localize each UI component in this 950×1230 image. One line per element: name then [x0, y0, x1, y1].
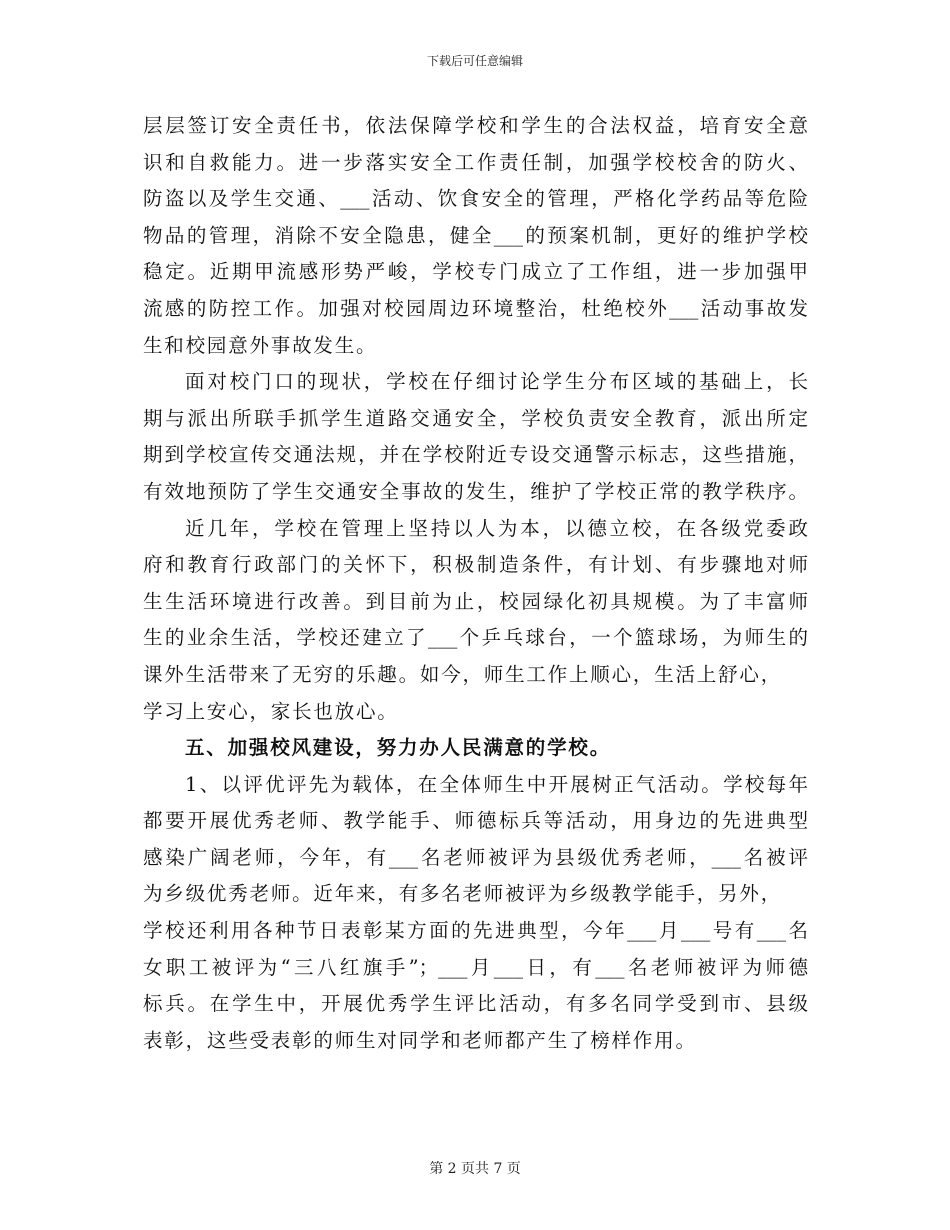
text-line: 有效地预防了学生交通安全事故的发生，维护了学校正常的教学秩序。	[143, 479, 808, 503]
text-line: 为乡级优秀老师。近年来，有多名老师被评为乡级教学能手，另外，	[143, 882, 783, 906]
text-line: 层层签订安全责任书，依法保障学校和学生的合法权益，培育安全意	[143, 114, 808, 137]
text-line: 生和校园意外事故发生。	[143, 333, 378, 357]
section-heading-line: 五、加强校风建设，努力办人民满意的学校。	[185, 736, 612, 760]
text-line: 课外生活带来了无穷的乐趣。如今，师生工作上顺心，生活上舒心，	[143, 662, 783, 686]
text-line: 都要开展优秀老师、教学能手、师德标兵等活动，用身边的先进典型	[143, 809, 808, 833]
text-line: 标兵。在学生中，开展优秀学生评比活动，有多名同学受到市、县级	[143, 992, 808, 1016]
text-line: 1、以评优评先为载体，在全体师生中开展树正气活动。学校每年	[185, 772, 808, 796]
text-line: 表彰，这些受表彰的师生对同学和老师都产生了榜样作用。	[143, 1028, 697, 1052]
page-footer: 第 2 页共 7 页	[429, 1161, 521, 1177]
page-header: 下载后可任意编辑	[426, 54, 523, 68]
text-line: 近几年，学校在管理上坚持以人为本，以德立校，在各级党委政	[185, 516, 808, 540]
text-line: 稳定。近期甲流感形势严峻，学校专门成立了工作组，进一步加强甲	[143, 260, 808, 284]
text-line: 识和自救能力。进一步落实安全工作责任制，加强学校校舍的防火、	[143, 150, 808, 174]
text-line: 生的业余生活，学校还建立了___个乒乓球台，一个篮球场，为师生的	[143, 626, 808, 650]
text-line: 流感的防控工作。加强对校园周边环境整治，杜绝校外___活动事故发	[143, 296, 808, 320]
text-line: 生生活环境进行改善。到目前为止，校园绿化初具规模。为了丰富师	[143, 589, 808, 613]
text-line: 女职工被评为“三八红旗手”；___月___日，有___名老师被评为师德	[143, 955, 808, 979]
text-line: 物品的管理，消除不安全隐患，健全___的预案机制，更好的维护学校	[143, 223, 808, 247]
text-line: 府和教育行政部门的关怀下，积极制造条件，有计划、有步骤地对师	[143, 553, 808, 577]
text-line: 期到学校宣传交通法规，并在学校附近专设交通警示标志，这些措施，	[143, 443, 808, 467]
text-line: 面对校门口的现状，学校在仔细讨论学生分布区域的基础上，长	[185, 370, 808, 394]
document-body	[143, 108, 808, 1059]
text-line: 学习上安心，家长也放心。	[143, 699, 399, 723]
text-line: 感染广阔老师，今年，有___名老师被评为县级优秀老师，___名被评	[143, 845, 808, 869]
text-line: 期与派出所联手抓学生道路交通安全，学校负责安全教育，派出所定	[143, 406, 808, 430]
text-line: 防盗以及学生交通、___活动、饮食安全的管理，严格化学药品等危险	[143, 187, 808, 211]
text-line: 学校还利用各种节日表彰某方面的先进典型，今年___月___号有___名	[143, 919, 808, 943]
